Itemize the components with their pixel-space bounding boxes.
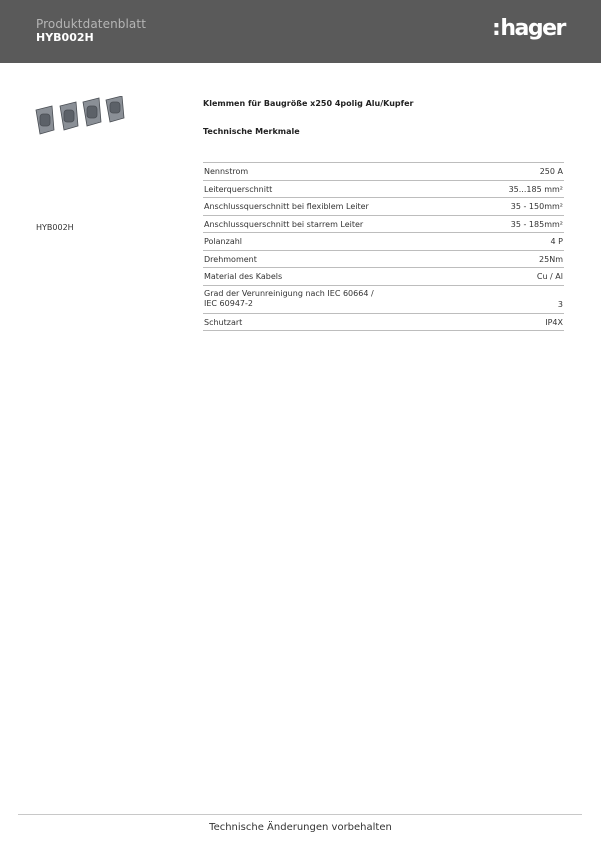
spec-value: 35 - 150mm² (510, 202, 563, 211)
spec-row (203, 286, 564, 314)
spec-row (203, 216, 564, 234)
footer-divider (18, 814, 582, 815)
hager-logo: :hager (492, 16, 565, 41)
header-product-code: HYB002H (36, 31, 94, 44)
spec-row (203, 181, 564, 199)
spec-label: Anschlussquerschnitt bei flexiblem Leiter (204, 202, 369, 211)
spec-row (203, 314, 564, 332)
product-image (34, 96, 128, 138)
spec-value: 3 (557, 299, 563, 309)
spec-label: Leiterquerschnitt (204, 184, 273, 194)
spec-label: Nennstrom (204, 167, 249, 176)
spec-value: 250 A (539, 167, 563, 176)
spec-value: 35 - 185mm² (510, 219, 563, 229)
spec-value: 25Nm (539, 254, 563, 264)
spec-value: 35...185 mm² (508, 184, 563, 194)
footer-note: Technische Änderungen vorbehalten (209, 822, 392, 833)
spec-value: 4 P (550, 237, 563, 246)
product-title: Klemmen für Baugröße x250 4polig Alu/Kupfer (203, 99, 414, 108)
header-bar (0, 0, 601, 63)
clamp-3 (83, 98, 101, 126)
spec-row (203, 251, 564, 269)
spec-label: Schutzart (204, 317, 243, 327)
sidebar-product-code: HYB002H (36, 223, 74, 232)
spec-row (203, 163, 564, 181)
document-type: Produktdatenblatt (36, 17, 146, 31)
spec-label: Anschlussquerschnitt bei starrem Leiter (204, 219, 364, 229)
spec-row (203, 198, 564, 216)
spec-value: IP4X (545, 317, 563, 327)
clamp-2 (60, 102, 78, 130)
spec-row (203, 268, 564, 286)
spec-label: Grad der Verunreinigung nach IEC 60664 / IEC 60947-2 (204, 288, 374, 308)
spec-row (203, 233, 564, 251)
spec-value: Cu / Al (536, 272, 563, 281)
clamp-1 (36, 106, 54, 134)
clamp-4 (106, 96, 124, 122)
spec-label: Polanzahl (204, 237, 243, 246)
spec-label: Material des Kabels (204, 272, 283, 281)
spec-table (203, 162, 564, 331)
spec-label: Drehmoment (204, 254, 257, 264)
section-title: Technische Merkmale (203, 127, 300, 136)
